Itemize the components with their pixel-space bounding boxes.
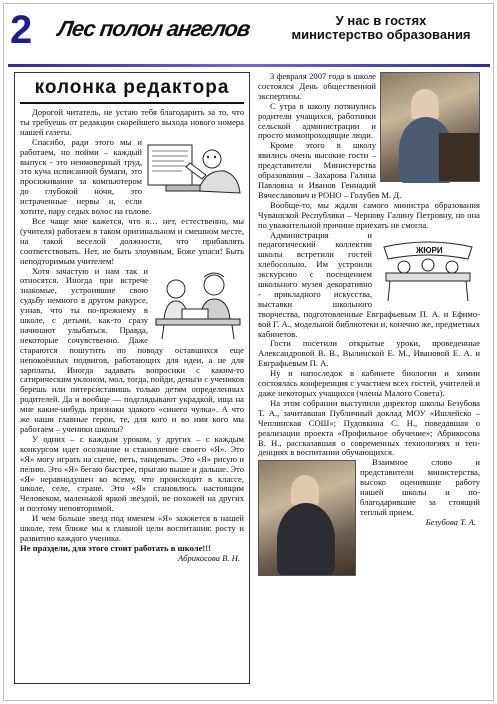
editor-paragraph: Дорогой читатель, не устаю тебя благодарить за то, что ты требуешь от редакции скорейшего выхода нового номера нашей газеты. xyxy=(20,107,244,137)
editor-paragraph: И чем больше звезд под именем «Я» зажжется в нашей школе, тем ближе мы к главной цели воспитания: росту и развитию каждого ученика. xyxy=(20,513,244,543)
article-paragraph: На этом собрании выступили директор школы Безубова Т. А., зачитавшая Публичный доклад МОУ «Ишлейско – Чеплинская СОШ»; Пудовкина С. Н., поведавшая о реализации проекта «Профильное обучение»; Абрикосова В. Н., рассказавшая о современных технологиях и тенденциях в воспитании обучающихся. xyxy=(258,397,480,458)
editor-column-body xyxy=(20,108,244,564)
page-number: 2 xyxy=(10,8,33,52)
article-paragraph: С утра в школу потянулись родители учащихся, работники сельской администрации и просто мимопроходящие люди. xyxy=(258,100,376,141)
editor-signature: Абрикосова В. Н. xyxy=(178,552,240,563)
masthead-title: Лес полон ангелов xyxy=(56,16,252,41)
article-paragraph: 3 февраля 2007 года в школе состоялся День общественной экспертизы. xyxy=(258,72,376,101)
editor-column xyxy=(14,72,250,684)
article-body xyxy=(258,72,480,528)
editor-paragraph: Спасибо, ради этого мы и работаем, но пойми – каждый выпуск - это неимоверный труд, это куча исписанной бумаги, это просиживание за компьютером до глубокой ночи, это истраченные нервы и, если хотите, пару седых волос на голове. xyxy=(20,136,152,217)
jury-label: ЖЮРИ xyxy=(416,245,443,255)
header-divider xyxy=(8,64,490,67)
section-heading-line1: У нас в гостях xyxy=(335,13,427,28)
editor-column-title: колонка редактора xyxy=(20,77,244,104)
article-paragraph: Вообще-то, мы ждали самого министра образования Чувашской Республики – Чернову Галину Петровну, но она по уважительной причине приехать не смогла. xyxy=(258,199,480,230)
director-photo xyxy=(258,460,356,576)
article-paragraph: Гости посетили открытые уроки, проведенные Александровой В. В., Вылинской Е. М., Ивановой Е. А. и Евграфьевым П. А. xyxy=(258,338,480,369)
editor-closing-line: Не праздели, для этого стоит работать в школе!!! xyxy=(20,542,212,553)
article-paragraph: Кроме этого в школу явились очень высокие гости – представители Министерства образования – Захарова Галина Павловна и Иванов Геннадий Вячеславович и РОНО – Голубев М. Д. xyxy=(258,140,402,200)
editor-paragraph: У одних – с каждым уроком, у других – с каждым конкурсом идет осознание и становление своего «Я». Это «Я» могу играть на сцене, петь, танцевать. Это «Я» рисую и пелию. Это «Я» бегаю быстрее, прыгаю выше и дальше. Это «Я» неравнодушен ко всему, что происходит в классе, школе, селе, стране. Это «Я» становлюсь настоящим Человеком, маленькой яркой звездой, не похожей на других и поэтому неповторимой. xyxy=(20,433,244,514)
section-heading xyxy=(278,14,484,42)
section-heading-line2: министерство образования xyxy=(291,27,471,42)
article-paragraph: Взаимное слово и представители министерства, высоко оценившие работу нашей школы и поблагодарившие за стоящий теплый прием. xyxy=(360,457,480,517)
article-column xyxy=(258,72,480,684)
article-paragraph: Ну и напоследок в кабинете биологии и химии состоялась конференция с участием всех гостей, учителей и даже некоторых учащихся (члены Малого Совета). xyxy=(258,368,480,398)
reader-illustration xyxy=(146,139,244,197)
students-illustration xyxy=(152,269,244,343)
editor-paragraph: Все чаще мне кажется, что я… нет, естественно, мы (учителя) работаем в таком оригинальном и смешном месте, на такой веселой должности, что прибавлять соответствовать. Нет, не быть злоумным, Боже упаси! Быть неподторимым учителем! xyxy=(20,215,244,266)
article-paragraph: Администрация и педагогический коллектив школы встретили гостей хлебосольно. Им устроили экскурсию с посещением школьного музея декоративно - прикладного искусства, выставки школьного творчества, подготовленные Евграфьевым П. А. и Ефимовой Г. А., модельной библиотеки и, конечно же, предметных кабинетов. xyxy=(258,229,480,339)
speaker-photo xyxy=(380,72,480,182)
article-signature: Безубова Т. А. xyxy=(425,516,476,527)
jury-illustration xyxy=(376,233,480,305)
editor-paragraph: Хотя зачастую и нам так и относятся. Иногда при встрече знакомые, устроившие свою судьбу немного в другом ракурсе, узнав, что ты по-прежнему в школе, с детьми, как-то сразу начинают улыбаться. Правда, некоторые сочувственно. Даже стараются пошутить по поводу оставшихся еще непокоённых подвигов, работающих для идеи, а не для зарплаты. Иногда задавать вопросики с каким-то сатирическим уклоном, мол, тогда, пойди, деньги с учеников берешь или питерсиставишь только детям определенных родителей. Да и вообще — подглядывают украдкой, ища на мне какие-нибудь признаки эдакого «синего чулка». А что же наши главные герои, те, для кого и во имя кого мы работаем – ученики школы? xyxy=(20,265,244,434)
